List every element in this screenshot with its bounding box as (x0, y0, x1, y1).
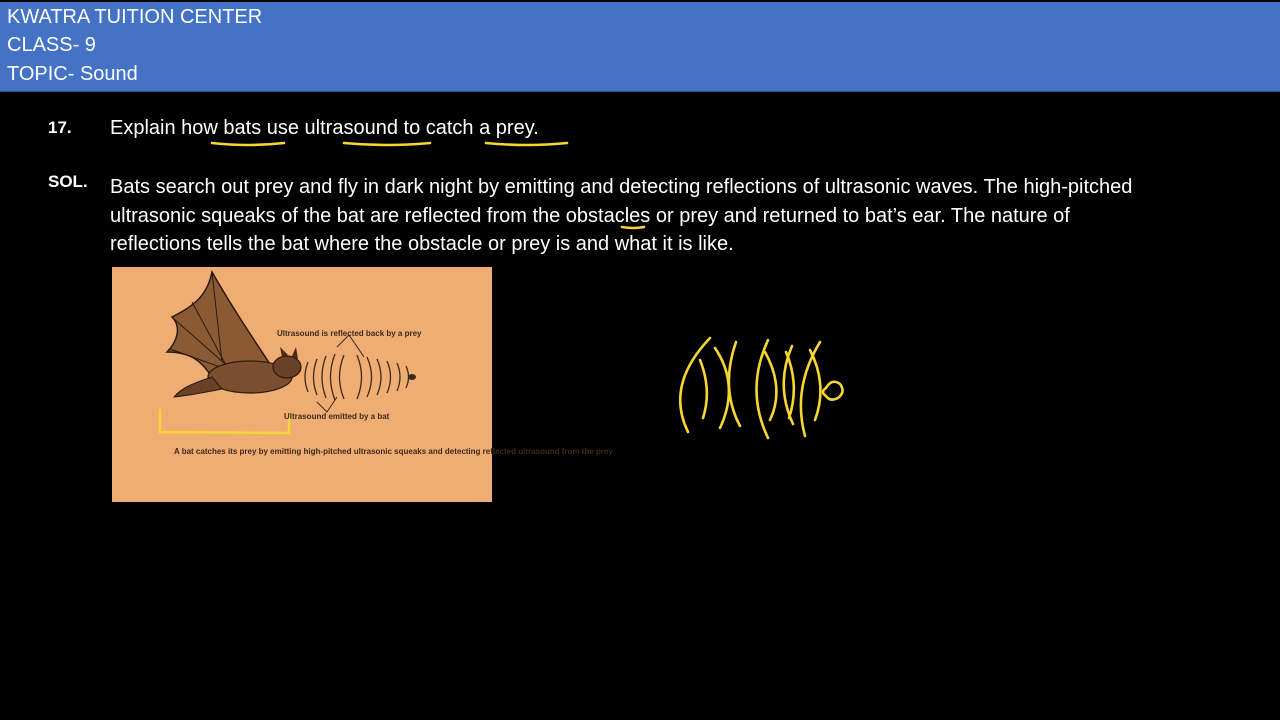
reflected-ultrasound-waves (357, 355, 409, 399)
reflected-label-pointer (337, 335, 364, 357)
question-number: 17. (48, 118, 72, 137)
solution-label: SOL. (48, 172, 88, 191)
underline-prey (486, 143, 567, 145)
slide-header (0, 2, 1280, 92)
solution-line-2: ultrasonic squeaks of the bat are reflected from the obstacles or prey and returned to bat’s ear. The nature of (110, 204, 1070, 227)
header-center-name: KWATRA TUITION CENTER (7, 6, 263, 28)
emitted-label-pointer (317, 397, 337, 412)
solution-text (110, 173, 1260, 259)
bat-echolocation-figure (112, 267, 613, 502)
figure-caption-reflected: Ultrasound is reflected back by a prey (277, 329, 422, 338)
header-class: CLASS- 9 (7, 34, 96, 56)
figure-caption-emitted: Ultrasound emitted by a bat (284, 412, 390, 421)
yellow-bracket-annotation (160, 410, 289, 433)
wave-sketch (680, 338, 842, 438)
solution-line-3: reflections tells the bat where the obstacle or prey is and what it is like. (110, 233, 734, 255)
figure-caption-bottom: A bat catches its prey by emitting high-pitched ultrasonic squeaks and detecting reflected ultrasound from the prey (174, 447, 613, 456)
bat-illustration (112, 267, 613, 502)
underline-bats (212, 143, 284, 145)
question-text: Explain how bats use ultrasound to catch a prey. (110, 117, 539, 139)
bat-wing-lower (174, 377, 222, 397)
solution-line-1: Bats search out prey and fly in dark night by emitting and detecting reflections of ultrasonic waves. The high-pitched (110, 176, 1133, 198)
underline-ultrasound (344, 143, 430, 145)
emitted-ultrasound-waves (305, 354, 344, 400)
bat-head (273, 356, 301, 378)
prey-insect (408, 374, 416, 380)
header-topic: TOPIC- Sound (7, 63, 138, 85)
